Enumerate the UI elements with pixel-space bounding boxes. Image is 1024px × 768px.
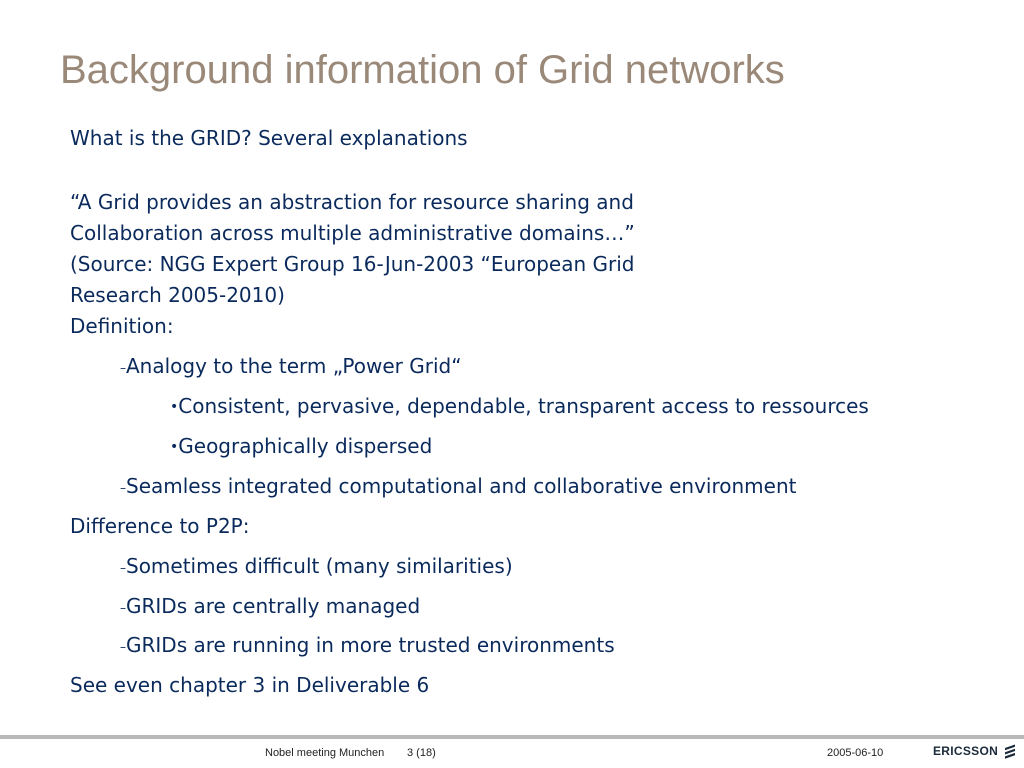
dash-marker: – [120, 601, 126, 615]
source-line-2 [70, 283, 285, 307]
footer-page-number: 3 (18) [407, 747, 436, 759]
line-text: Consistent, pervasive, dependable, transparent access to ressources [178, 394, 869, 418]
line-text: Definition: [70, 314, 174, 338]
list-item-sometimes [120, 554, 513, 580]
ericsson-mark-icon [1003, 743, 1017, 759]
list-item-geographic [170, 434, 432, 459]
slide-title: Background information of Grid networks [60, 48, 785, 92]
line-text: GRIDs are running in more trusted environments [126, 633, 615, 657]
dash-marker: – [120, 640, 126, 654]
line-text: “A Grid provides an abstraction for resource sharing and [70, 190, 634, 214]
list-item-trusted [120, 633, 615, 659]
line-text: Seamless integrated computational and collaborative environment [126, 474, 797, 498]
definition-heading [70, 314, 174, 338]
line-text: Collaboration across multiple administrative domains…” [70, 221, 635, 245]
list-item-consistent [170, 394, 869, 419]
dash-marker: – [120, 361, 126, 375]
logo-text: ERICSSON [933, 744, 999, 758]
list-item-centrally [120, 594, 420, 620]
line-text: Research 2005-2010) [70, 283, 285, 307]
line-text: See even chapter 3 in Deliverable 6 [70, 673, 430, 697]
text-line-what-is-grid [70, 126, 468, 150]
line-text: Analogy to the term „Power Grid“ [126, 354, 462, 378]
line-text: (Source: NGG Expert Group 16-Jun-2003 “European Grid [70, 252, 635, 276]
bullet-marker: • [170, 399, 179, 415]
line-text: Difference to P2P: [70, 514, 250, 538]
bullet-marker: • [170, 439, 179, 455]
quote-line-1 [70, 190, 634, 214]
ericsson-logo [933, 743, 1017, 759]
footer-date: 2005-06-10 [827, 747, 884, 759]
source-line-1 [70, 252, 635, 276]
quote-line-2 [70, 221, 635, 245]
line-text: Geographically dispersed [178, 434, 433, 458]
text-line-see-chapter [70, 673, 429, 697]
list-item-seamless [120, 474, 796, 500]
line-text: Sometimes difficult (many similarities) [126, 554, 513, 578]
dash-marker: – [120, 561, 126, 575]
list-item-analogy [120, 354, 462, 380]
line-text: GRIDs are centrally managed [126, 594, 421, 618]
difference-heading [70, 514, 249, 538]
footer-meeting: Nobel meeting Munchen [265, 747, 385, 759]
dash-marker: – [120, 481, 126, 495]
line-text: What is the GRID? Several explanations [70, 126, 468, 150]
footer-divider [0, 735, 1024, 739]
